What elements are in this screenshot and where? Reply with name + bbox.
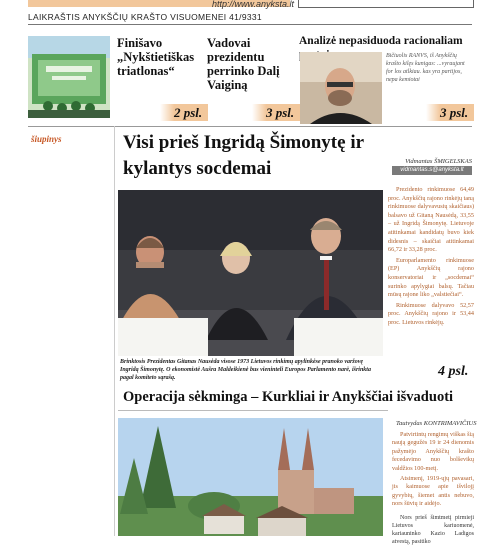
column-divider xyxy=(114,126,115,536)
main-headline[interactable]: Visi prieš Ingridą Šimonytę ir kylantys socdemai xyxy=(123,132,364,179)
election-photo[interactable] xyxy=(118,190,383,356)
photo-caption: Brinktosis Prezidentas Gitanas Nausėda visose 1973 Lietuvos rinkimų apylinkėse pranoko varžovę Ingridą Šimonytę. O ekonomistė Aušra Maldeikienė bus vieninteli Europos Parlamento narė, išrinkta pagal komiteto sąrašą. xyxy=(120,359,371,381)
top-right-box xyxy=(298,0,474,8)
top-divider xyxy=(28,24,472,25)
teaser-snippet-3: Bičiuolis RANVS, iš Anykščių krašto kilęs kunigas: ...vyraujant for los atlkiau. kas yra partijos, nepa kemiotai xyxy=(386,53,465,83)
main-side-text xyxy=(388,186,474,330)
second-side-paragraph-1: Patvirtintų rengimų viškas šią naują gegužės 19 ir 24 dienomis pažymėjo Anykščių krašto fecedavimo nuo bolševikų valdžios 100-metį. xyxy=(392,431,474,472)
teaser-page-3[interactable]: 3 psl. xyxy=(426,104,474,121)
second-side-paragraph-2: Atsimenį, 1919-ųjų pavasari, jis kaimuose apie išvilojį gyvybių, šiemet antis nebuvo, nors šūvių ir aidėjo. xyxy=(392,475,474,508)
section-divider xyxy=(28,126,472,127)
teaser-page-2[interactable]: 3 psl. xyxy=(252,104,300,121)
triathlon-photo[interactable] xyxy=(28,36,110,118)
second-body-text: Nors prieš šimtmetį pirmieji Lietuvos kariuomenė, kariauninko Kazio Ladigos atvestą, pasitiko xyxy=(392,515,474,545)
second-side-text xyxy=(392,431,474,511)
priest-photo[interactable] xyxy=(300,52,382,124)
author-email[interactable]: vidmantas.s@anyksta.lt xyxy=(392,166,472,175)
teaser-page-1[interactable]: 2 psl. xyxy=(160,104,208,121)
side-paragraph-3: Rinkimuose dalyvavo 52,57 proc. Anykščių rajono ir 53,44 proc. Lietuvos rinkėjų. xyxy=(388,301,474,326)
second-headline[interactable]: Operacija sėkminga – Kurkliai ir Anykščiai išvaduoti xyxy=(123,389,454,405)
main-page-ref[interactable]: 4 psl. xyxy=(438,364,469,379)
masthead-subtitle: LAIKRAŠTIS ANYKŠČIŲ KRAŠTO VISUOMENEI 41/9331 xyxy=(28,12,262,22)
website-url[interactable]: http://www.anyksta.lt xyxy=(212,0,295,9)
second-divider xyxy=(118,410,388,411)
section-tag: šiupinys xyxy=(31,134,62,144)
side-paragraph-1: Prezidento rinkimuose 64,49 proc. Anykščių rajono rinkėjų taną rinkimuose dalyvavusių skaičiaus) balsavo už Gitaną Nausėdą, 33,55 – už Ingridą Šimonytę. Lietuvoje atitinkamai kandidatų buvo kiek didesnis – skaičiai atitinkamai 66,72 ir 33,28 proc. xyxy=(388,186,474,254)
second-author: Tautvydas KONTRIMAVIČIUS xyxy=(396,420,477,427)
church-photo[interactable] xyxy=(118,418,383,536)
teaser-title-3[interactable]: Analizė nepasiduoda racionaliam xyxy=(299,35,463,47)
teaser-title-2[interactable]: Vadovai prezidentu perrinko Dalį Vaiginą xyxy=(207,36,280,92)
teaser-title-1[interactable]: Finišavo „Nykštietiškas triatlonas“ xyxy=(117,36,195,78)
main-author: Vidmantas ŠMIGELSKAS xyxy=(405,158,472,165)
side-paragraph-2: Europarlamento rinkimuose (EP) Anykščių rajono konservatoriai ir „socdemai“ surinko apylygiai balsų. Tačiau mūsų rajone liko „valstiečiai“. xyxy=(388,256,474,299)
